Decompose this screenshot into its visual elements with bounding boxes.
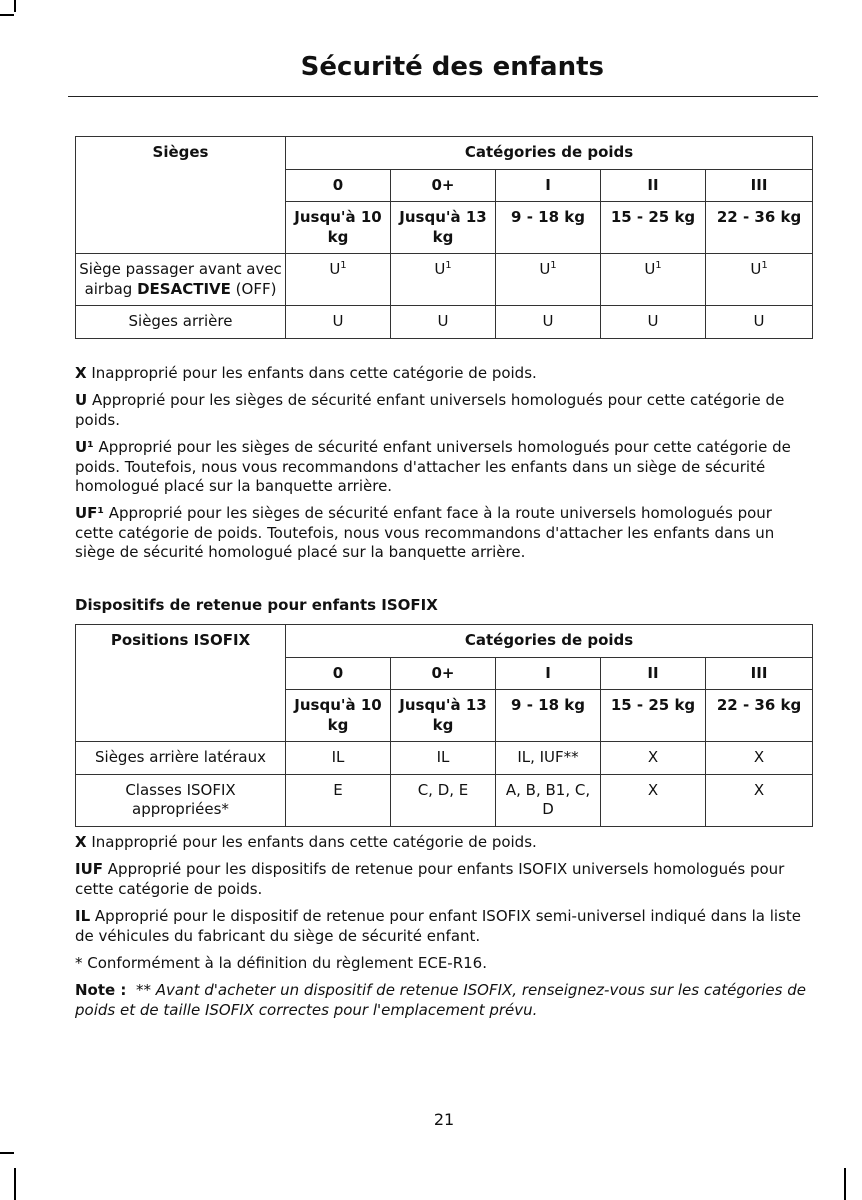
- row-label: [76, 254, 286, 306]
- value-cell: X: [601, 774, 706, 826]
- note-text: ** Avant d'acheter un dispositif de retenue ISOFIX, renseignez-vous sur les catégories de poids et de taille ISOFIX correctes pour l'emplacement prévu.: [75, 981, 806, 1019]
- isofix-positions-header: Positions ISOFIX: [76, 625, 286, 742]
- crop-mark-top-left-h: [0, 14, 14, 16]
- group-cell: II: [601, 169, 706, 202]
- value-cell: $U^1$: [601, 254, 706, 306]
- value-cell: $U^1$: [706, 254, 813, 306]
- value-cell: X: [706, 742, 813, 775]
- value-cell: IL, IUF**: [496, 742, 601, 775]
- table-row: [76, 254, 813, 306]
- table-row: [76, 774, 813, 826]
- note: [75, 981, 812, 1020]
- legend-item: X Inapproprié pour les enfants dans cette catégorie de poids.: [75, 833, 537, 851]
- weight-categories-header: Catégories de poids: [286, 625, 813, 658]
- page-number: 21: [433, 1110, 455, 1129]
- legend-item: U Approprié pour les sièges de sécurité enfant universels homologués pour cette catégorie de poids.: [75, 391, 785, 429]
- note-label: Note :: [75, 981, 127, 999]
- group-cell: II: [601, 657, 706, 690]
- weight-cell: 22 - 36 kg: [706, 690, 813, 742]
- group-cell: I: [496, 169, 601, 202]
- value-cell: U: [391, 306, 496, 339]
- weight-cell: 22 - 36 kg: [706, 202, 813, 254]
- value-cell: IL: [391, 742, 496, 775]
- legend-item: X Inapproprié pour les enfants dans cette catégorie de poids.: [75, 364, 537, 382]
- title-rule: [68, 96, 818, 97]
- value-cell: U: [496, 306, 601, 339]
- legend-item: U¹ Approprié pour les sièges de sécurité enfant universels homologués pour cette catégorie de poids. Toutefois, nous vous recommandons d'attacher les enfants dans un siège de sécurité homologué placé sur la banquette arrière.: [75, 438, 791, 495]
- weight-cell: 9 - 18 kg: [496, 690, 601, 742]
- weight-cell: Jusqu'à 13 kg: [391, 690, 496, 742]
- group-cell: I: [496, 657, 601, 690]
- row-label-bold: DESACTIVE: [137, 279, 231, 298]
- group-cell: 0+: [391, 169, 496, 202]
- table-header-row: [76, 137, 813, 170]
- crop-mark-bottom-left-v: [14, 1168, 16, 1200]
- weight-category-table: [75, 136, 813, 339]
- value-cell: X: [706, 774, 813, 826]
- weight-cell: Jusqu'à 13 kg: [391, 202, 496, 254]
- value-cell: C, D, E: [391, 774, 496, 826]
- legend-item: IL Approprié pour le dispositif de retenue pour enfant ISOFIX semi-universel indiqué dans la liste de véhicules du fabricant du siège de sécurité enfant.: [75, 907, 801, 945]
- value-cell: U: [706, 306, 813, 339]
- row-label: Sièges arrière: [76, 306, 286, 339]
- row-label-suffix: (OFF): [230, 279, 277, 298]
- table-row: [76, 742, 813, 775]
- footnote: * Conformément à la définition du règlement ECE-R16.: [75, 954, 487, 972]
- row-label-text: Siège passager avant avec airbag: [79, 260, 282, 298]
- group-cell: 0+: [391, 657, 496, 690]
- row-label: Sièges arrière latéraux: [76, 742, 286, 775]
- value-cell: E: [286, 774, 391, 826]
- crop-mark-bottom-right-v: [844, 1168, 846, 1200]
- row-label: Classes ISOFIX appropriées*: [76, 774, 286, 826]
- group-cell: III: [706, 169, 813, 202]
- crop-mark-bottom-left-h: [0, 1152, 14, 1154]
- section-heading: Dispositifs de retenue pour enfants ISOFIX: [75, 596, 438, 614]
- crop-mark-top-left-v: [14, 0, 16, 12]
- group-cell: 0: [286, 657, 391, 690]
- weight-cell: Jusqu'à 10 kg: [286, 690, 391, 742]
- table-header-row: [76, 625, 813, 658]
- group-cell: 0: [286, 169, 391, 202]
- value-cell: $U^1$: [496, 254, 601, 306]
- isofix-table: [75, 624, 813, 827]
- page-title: Sécurité des enfants: [300, 52, 604, 82]
- seats-header: Sièges: [76, 137, 286, 254]
- value-cell: U: [601, 306, 706, 339]
- weight-cell: 15 - 25 kg: [601, 202, 706, 254]
- weight-categories-header: Catégories de poids: [286, 137, 813, 170]
- value-cell: A, B, B1, C, D: [496, 774, 601, 826]
- weight-cell: 9 - 18 kg: [496, 202, 601, 254]
- table-row: [76, 306, 813, 339]
- value-cell: $U^1$: [391, 254, 496, 306]
- legend-item: IUF Approprié pour les dispositifs de retenue pour enfants ISOFIX universels homologués pour cette catégorie de poids.: [75, 860, 785, 898]
- value-cell: X: [601, 742, 706, 775]
- value-cell: IL: [286, 742, 391, 775]
- weight-cell: Jusqu'à 10 kg: [286, 202, 391, 254]
- legend-item: UF¹ Approprié pour les sièges de sécurité enfant face à la route universels homologués pour cette catégorie de poids. Toutefois, nous vous recommandons d'attacher les enfants dans un siège de sécurité homologué placé sur la banquette arrière.: [75, 504, 775, 561]
- weight-cell: 15 - 25 kg: [601, 690, 706, 742]
- value-cell: U: [286, 306, 391, 339]
- value-cell: $U^1$: [286, 254, 391, 306]
- group-cell: III: [706, 657, 813, 690]
